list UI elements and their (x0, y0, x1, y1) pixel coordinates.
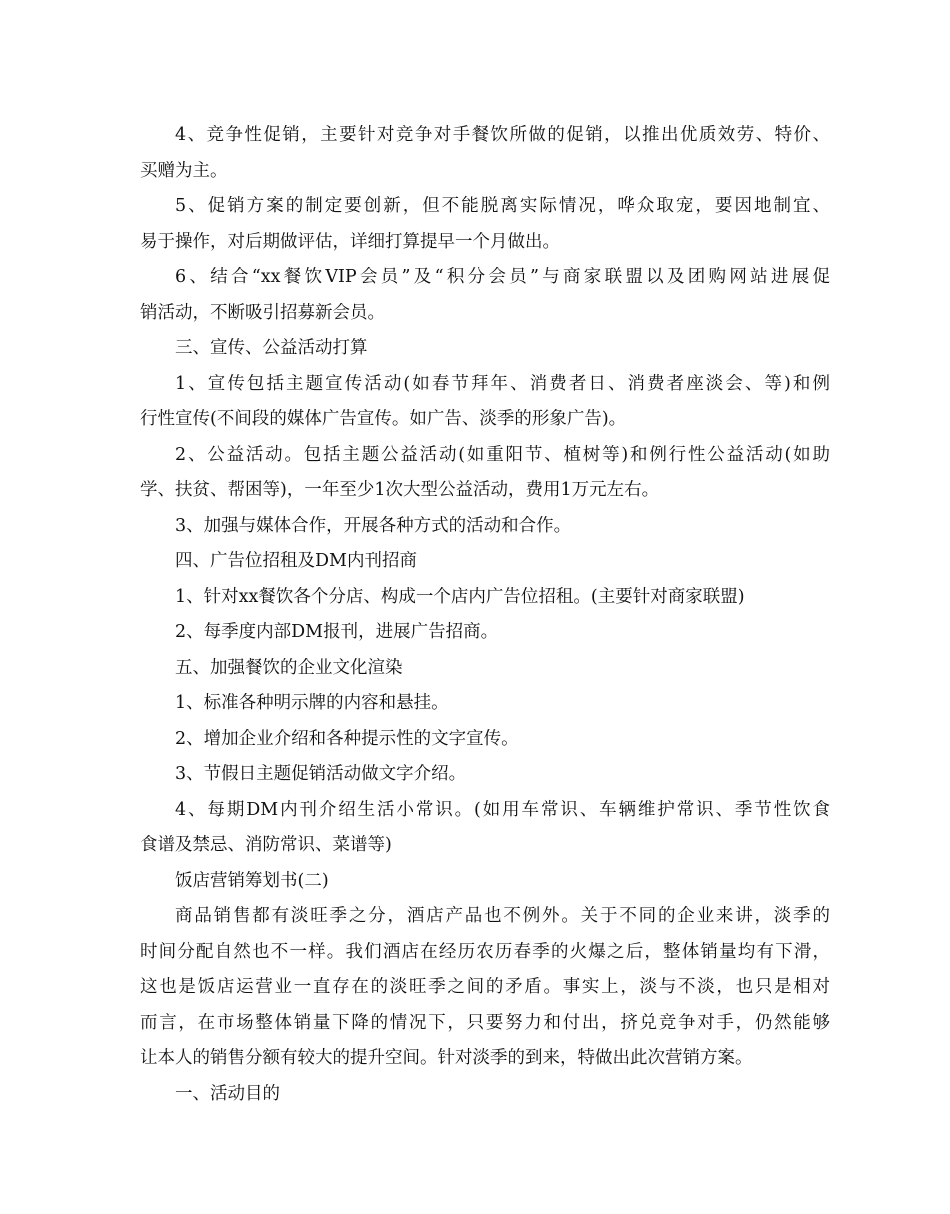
text-line: 行性宣传(不间段的媒体广告宣传。如广告、淡季的形象广告)。 (140, 409, 627, 429)
text-line: 4、每期DM内刊介绍生活小常识。(如用车常识、车辆维护常识、季节性饮食 (175, 799, 830, 820)
text-line: 销活动，不断吸引招募新会员。 (140, 302, 385, 323)
document-body (140, 118, 830, 1112)
text-line: 2、每季度内部DM报刊，进展广告招商。 (175, 622, 499, 642)
text-line: 1、宣传包括主题宣传活动(如春节拜年、消费者日、消费者座淡会、等)和例 (175, 373, 830, 394)
text-line: 四、广告位招租及DM内刊招商 (175, 551, 417, 571)
text-line: 3、加强与媒体合作，开展各种方式的活动和合作。 (175, 515, 572, 536)
text-line: 6、结合“xx餐饮VIP会员”及“积分会员”与商家联盟以及团购网站进展促 (175, 267, 830, 287)
text-line: 2、公益活动。包括主题公益活动(如重阳节、植树等)和例行性公益活动(如助 (175, 444, 830, 465)
text-line: 买赠为主。 (140, 160, 228, 181)
text-line: 五、加强餐饮的企业文化渲染 (175, 657, 403, 678)
text-line: 学、扶贫、帮困等)，一年至少1次大型公益活动，费用1万元左右。 (140, 480, 660, 500)
text-line: 1、标准各种明示牌的内容和悬挂。 (175, 693, 449, 713)
text-line: 饭店营销筹划书(二) (175, 870, 329, 891)
text-line: 三、宣传、公益活动打算 (175, 338, 368, 358)
text-line: 3、节假日主题促销活动做文字介绍。 (175, 764, 467, 784)
text-line: 而言，在市场整体销量下降的情况下，只要努力和付出，挤兑竞争对手，仍然能够 (140, 1012, 830, 1033)
text-line: 时间分配自然也不一样。我们酒店在经历农历春季的火爆之后，整体销量均有下滑， (140, 941, 830, 962)
text-line: 一、活动目的 (175, 1083, 280, 1104)
text-line: 食谱及禁忌、消防常识、菜谱等) (140, 835, 392, 855)
text-line: 5、促销方案的制定要创新，但不能脱离实际情况，哗众取宠，要因地制宜、 (175, 196, 830, 216)
text-line: 2、增加企业介绍和各种提示性的文字宣传。 (175, 728, 519, 749)
text-line: 让本人的销售分额有较大的提升空间。针对淡季的到来，特做出此次营销方案。 (140, 1048, 753, 1068)
text-line: 这也是饭店运营业一直存在的淡旺季之间的矛盾。事实上，淡与不淡，也只是相对 (140, 977, 830, 997)
text-line: 商品销售都有淡旺季之分，酒店产品也不例外。关于不同的企业来讲，淡季的 (175, 906, 830, 926)
text-line: 易于操作，对后期做评估，详细打算提早一个月做出。 (140, 231, 560, 252)
text-line: 1、针对xx餐饮各个分店、构成一个店内广告位招租。(主要针对商家联盟) (175, 586, 745, 607)
text-line: 4、竞争性促销，主要针对竞争对手餐饮所做的促销，以推出优质效劳、特价、 (175, 125, 830, 145)
